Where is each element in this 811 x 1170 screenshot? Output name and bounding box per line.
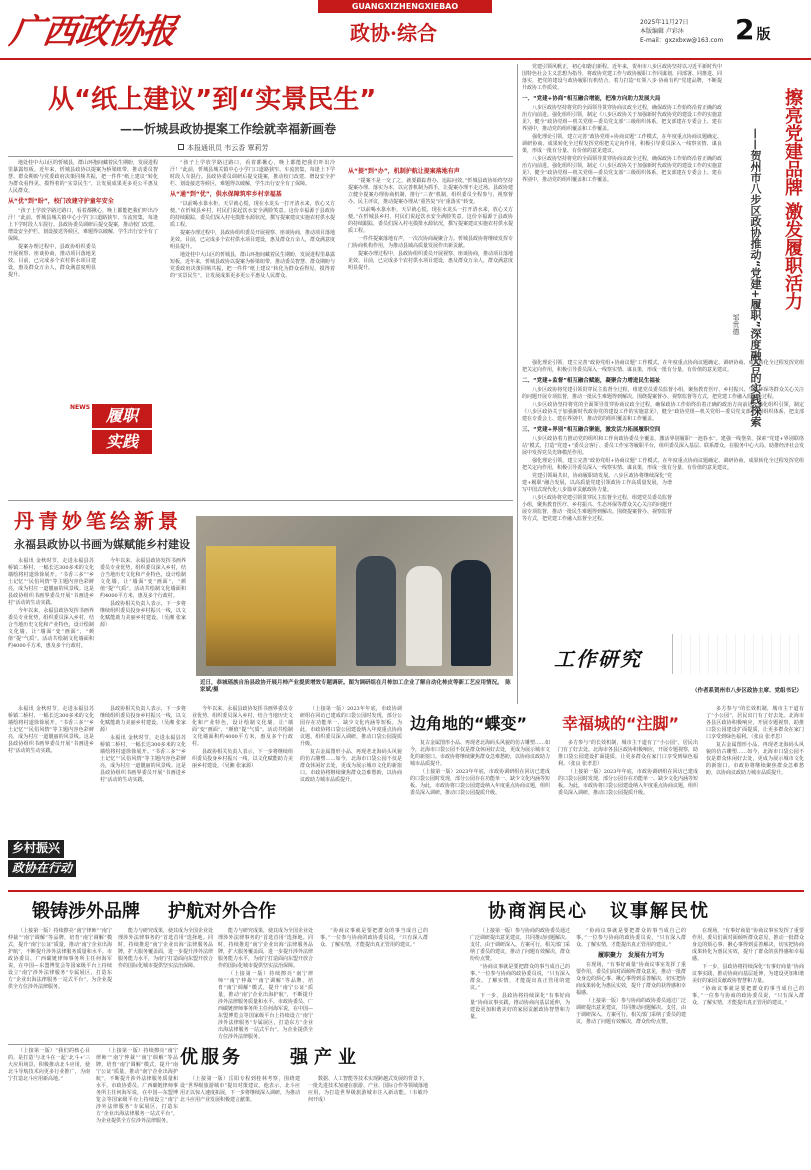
article-paragraph: 八步区政协将党建引领贯穿民主监督全过程，组建党员委员监督小组，聚焦教育医疗、乡村振兴、生态环保等群众关心关注的问题开展专项监督，推动一批民生难题得到解决。围绕提案督办、视察监督等方式，把党建工作融入监督全过程。	[522, 495, 673, 522]
article-title: 从“纸上建议”到“实景民生”	[48, 85, 377, 115]
byline-icon	[178, 144, 184, 150]
article-paragraph: 县政协相关负责人表示，下一步将继续组织委员投身乡村振兴一线，以文化赋能助力美丽乡村建设。（吴湘 张家源）	[192, 749, 293, 769]
article-paragraph: 复古金属图形小品、再现老北海码头风貌的仿古雕塑……如今，北海市口袋公园不仅是群众休闲好去处，更成为展示城市文化的新窗口。市政协将继续聚焦群众急难愁盼，以协商议政助力城市品质提升。	[300, 749, 402, 783]
article-paragraph: （上接第一版）2023年年底，市政协调研组在回访已建成的口袋公园时发现，部分公园存在功能单一、缺少文化内涵等短板。为此，市政协将口袋公园建设纳入年度重点协商议题，组织委员深入调研，推动口袋公园提质升级。	[300, 706, 402, 747]
article-column	[8, 706, 94, 834]
page-number	[735, 12, 770, 48]
article-paragraph: 强化理论引领，建立完善“政协党组+协商议题”工作模式，在年度重点协商议题确定、调研协商、成果转化全过程发挥党组把关定向作用，积极引导委员深入一线察实情、谋良策，形成一批有分量、有价值的意见建议。	[522, 360, 804, 373]
article-paragraph: 复古金属图形小品、再现老北海码头风貌的仿古雕塑……如今，北海市口袋公园不仅是群众休闲好去处，更成为展示城市文化的新窗口。市政协将继续聚焦群众急难愁盼，以协商议政助力城市品质提升。	[410, 740, 551, 767]
title-divider	[8, 156, 513, 157]
article-paragraph: 能力与研究成果，使其成为全国企业处理涉外法律事务的“首选首用”选择地。同时，持续推进“南宁企业出海”法律服务品牌，扩大服务覆盖面，进一步提升涉外法律服务能力水平，为南宁打造面向东盟开放合作的国际化城市提供坚实法治保障。	[218, 928, 314, 969]
article-paragraph: （上接第一版）持续擦亮“南宁律师”“南宁仲裁”“南宁调解”等品牌，培育“南宁调解”模式，提升“南宁公证”质量，推动“南宁企业出海护航”，不断提升涉外法律服务质量和水平。市政协委员、广西碳链律师事务所主任何海军说，在中国—东盟博览会等国家级平台上持续设立“南宁涉外法律服务”专属展区，打造东方“企业出海法律服务一站式平台”，为企业提供全方位涉外法律服务。	[8, 928, 112, 990]
article-paragraph: “孩子上学放学路过路口，看着都揪心，晚上都能把我们吓出冷汗！”此前，忻城县城关镇中心小学门口道路狭窄、车流密集，每逢上下学时段人车混行。县政协委员调研后提交提案，推动校门改建、增设安全护栏、划设接送等候区，难题得以破解，学生出行安全有了保障。	[170, 160, 335, 187]
article-column	[8, 1048, 90, 1164]
article-column	[100, 706, 186, 886]
tag-ornament	[672, 634, 802, 674]
article-title-1: 协商润民心	[488, 901, 588, 922]
article-xincheng	[8, 64, 513, 496]
article-paragraph: （上接第一版）岳阳专程到桂林考察，围绕建设“世界级旅游城市”提出对策建议。他表示，北斗应用正以惊人速度拓展，下一步将继续深入调研，为推动北斗应用产业发展积极建言献策。	[180, 1076, 301, 1103]
article-column	[180, 1076, 300, 1166]
article-column	[558, 740, 698, 886]
sub-divider	[8, 1044, 178, 1045]
article-yongfu-cont	[8, 706, 293, 886]
article-paragraph: “提案不是一交了之，就要跟踪督办、追踪问效。”忻城县政协始终坚持提案办理、落实为本，以完善机制为抓手，让提案办理不走过场。县政协建立健全提案办理协商机制，推行“三查”机制，组织委员全程参与，视察督办、民主评议，推动提案办理从“重答复”向“重落实”转变。	[348, 178, 514, 205]
article-title-1: 边角地的“蝶变”	[410, 714, 528, 733]
article-paragraph: （上接第一版）持续擦亮“南宁律师”“南宁仲裁”“南宁调解”等品牌，培育“南宁调解”模式，提升“南宁公证”质量，推动“南宁企业出海护航”，不断提升涉外法律服务质量和水平。市政协委员、广西碳链律师事务所主任何海军说，在中国—东盟博览会等国家级平台上持续设立“南宁涉外法律服务”专属展区，打造东方“企业出海法律服务一站式平台”，为企业提供全方位涉外法律服务。	[218, 971, 314, 1040]
article-paragraph: 提案办理过程中，县政协组织委员开展视察、座谈协商，推动项目落地见效。目前，已完成多个农村供水项目建设，惠及群众万余人，群众满意度明显提升。	[8, 244, 96, 278]
article-paragraph: 永福讯 金秋时节，走进永福县苏桥镇二桥村，一幅长达300多米的文化墙绘将村道徐徐展开。“书香三多”“乡土记忆”“民俗风情”等主题内容色彩鲜亮，成为村庄一道靓丽的风景线。这是县政协组织书画界委员开展“书画进乡村”活动的生动实践。	[100, 735, 186, 783]
author-note: （作者系贺州市八步区政协主席、党组书记）	[691, 688, 802, 694]
article-paragraph: 提案办理过程中，县政协组织委员开展视察、座谈协商，推动项目落地见效。目前，已完成多个农村供水项目建设，惠及群众万余人，群众满意度明显提升。	[348, 251, 514, 271]
article-title: 擦亮党建品牌 激发履职活力	[782, 88, 803, 311]
article-paragraph: “以前喝水靠水柜，天旱就心慌，现在水龙头一打开清水来，放心又方便。”在忻城县乡村，村民们说起饮水安全满脸笑意。这份幸福源于县政协的持续跟踪，委员们深入村屯摸排水源状况，撰写提案建议实施农村供水提质工程。	[170, 201, 336, 228]
article-yongfu	[8, 504, 513, 704]
article-paragraph: 下一步，县政协将持续深化“有事好商量”协商议事实践，推动协商向基层延伸，为建设更加和谐美好的家园贡献政协智慧和力量。	[470, 993, 570, 1020]
article-column	[320, 928, 428, 1038]
article-paragraph: “以前喝水靠水柜，天旱就心慌，现在水龙头一打开清水来，放心又方便。”在忻城县乡村，村民们说起饮水安全满脸笑意。这份幸福源于县政协的持续跟踪，委员们深入村屯摸排水源状况，撰写提案建议实施农村供水提质工程。	[348, 207, 514, 234]
section-divider	[8, 500, 513, 501]
page-editor: 本版编辑 卢彩沐	[640, 28, 684, 35]
section-heading: 三、“党建+界别”相互融合聚能，激发活力拓展履职空间	[522, 427, 661, 433]
article-paragraph: 地处桂中大山区的忻城县，群山环抱间藏着民生期盼，发展进程里暴露短板。近年来，忻城县政协以提案为桥梁纽带，推动委员智慧、群众期盼与党委政府决策同频共振，把一件件“纸上建议”转化为群众看得见、摸得着的“实景民生”，让发展成果更多更公平惠及人民群众。	[170, 252, 336, 279]
article-paragraph: “协商议事就是要把群众的事当成自己的事。”一位参与协商的政协委员说，“只有深入群众、了解实情，才能提出真正管用的建议。”	[576, 928, 686, 948]
article-column	[522, 64, 722, 354]
article-paragraph: 多方参与“的长效机制，城市主干道有了“小公园”，居民出门有了好去处。北海市各县区政协积极响应，开展专题视察，助推口袋公园建设扩面提质，让更多群众在家门口享受到绿色福利。（张良 张孝思）	[706, 706, 804, 740]
masthead-rule	[0, 58, 811, 60]
article-title-2: 幸福城的“注脚”	[562, 714, 680, 733]
article-paragraph: （上接第一版）参与协商的政协委员通过广泛调研提出意见建议，共同推动问题解决。支付，由于调研深入、方案可行，相关部门采纳了委员的建议，推动了问题有效解决，群众纷纷点赞。	[576, 998, 687, 1025]
article-paragraph: 八步区政协将党建引领贯穿民主监督全过程，组建党员委员监督小组，聚焦教育医疗、乡村振兴、生态环保等群众关心关注的问题开展专项监督，推动一批民生难题得到解决。围绕提案督办、视察监督等方式，把党建工作融入监督全过程。	[522, 387, 804, 400]
work-research-tag: 工作研究	[554, 647, 642, 671]
article-column	[348, 160, 513, 494]
issue-date: 2025年11月27日	[640, 19, 689, 26]
article-title-2: 护航对外合作	[168, 901, 276, 922]
article-paragraph: （上接第一版）“我们的核心目的，是打造‘与北斗在一起’‘北斗+’三大应用场景，积极推动北斗应用，使北斗导航技术向更多行业推广，为南宁打造北斗应用新高地。”	[8, 1048, 90, 1082]
article-paragraph: 党建引领风帆正，初心如磐启新程。近年来，贺州市八步区政协坚持以习近平新时代中国特色社会主义思想为指导，将政协党建工作与政协履职工作同谋划、同部署、同推进、同落实，把党的建设与政协履职有机结合，着力打造“红领八步·协商有约”党建品牌，不断提升政协工作质效。	[522, 64, 723, 91]
village-tag-line2: 政协在行动	[8, 860, 76, 878]
article-title-2: 强产业	[290, 1047, 362, 1068]
article-paragraph: 今年以来，永福县政协发挥书画界委员专业优势，组织委员深入乡村，结合当地历史文化和产业特色，设计绘制文化墙，让“墙面”变“画面”，“颜值”提“气质”。活动共绘制文化墙面积约4000平方米，惠及多个行政村。	[8, 608, 94, 649]
article-subtitle: 永福县政协以书画为媒赋能乡村建设	[14, 538, 190, 551]
article-paragraph: （上接第一版）参与协商的政协委员通过广泛调研提出意见建议，共同推动问题解决。支付，由于调研深入、方案可行，相关部门采纳了委员的建议，推动了问题有效解决，群众纷纷点赞。	[470, 928, 571, 962]
section-heading: 从“优”到“盼”，校门改建守护童年安全	[8, 198, 114, 205]
article-paragraph: 县政协相关负责人表示，下一步将继续组织委员投身乡村振兴一线，以文化赋能助力美丽乡村建设。（吴湘 张家源）	[100, 601, 186, 628]
article-column	[470, 928, 570, 1164]
masthead	[0, 0, 811, 62]
article-column	[100, 558, 186, 704]
article-paragraph: 八步区政协着力推动党的组织和工作向政协委员全覆盖，激活界别履职“一池春水”。建强一线堡垒，探索“党建+界别联络站”模式，打造“党建+”委员会客厅、委员工作室等履职平台，组织委员深入基层、联系群众，在服务中心大局、助推经济社会发展中发挥党员先锋模范作用。	[522, 436, 804, 456]
section-heading: 从“通”到“优”，供水保障筑牢乡村幸福基	[170, 191, 282, 198]
article-byline: 邹贵德	[732, 314, 740, 335]
editor-email: E-mail：gxzxbxw@163.com	[640, 37, 724, 44]
article-paragraph: （上接第一版）2023年年底，市政协调研组在回访已建成的口袋公园时发现，部分公园存在功能单一、缺少文化内涵等短板。为此，市政协将口袋公园建设纳入年度重点协商议题，组织委员深入调研，推动口袋公园提质升级。	[558, 769, 699, 796]
article-paragraph: 在现场，“有事好商量”协商议事室发挥了重要作用，委员们面对面倾听群众意见，推动一批群众身边的烦心事、揪心事得到妥善解决，切实把协商成果转化为惠民实效，提升了群众的获得感和幸福感。	[576, 962, 687, 996]
page-number-digit: 2	[735, 13, 755, 46]
photo-person	[356, 556, 396, 666]
article-column	[118, 928, 213, 1040]
article-paragraph: 地处桂中大山区的忻城县，群山环抱间藏着民生期盼，发展进程里暴露短板。近年来，忻城县政协以提案为桥梁纽带，推动委员智慧、群众期盼与党委政府决策同频共振，把一件件“纸上建议”转化为群众看得见、摸得着的“实景民生”，让发展成果更多更公平惠及人民群众。	[8, 160, 159, 194]
article-paragraph: 能力与研究成果，使其成为全国企业处理涉外法律事务的“首选首用”选择地。同时，持续推进“南宁企业出海”法律服务品牌，扩大服务覆盖面，进一步提升涉外法律服务能力水平，为南宁打造面向东盟开放合作的国际化城市提供坚实法治保障。	[118, 928, 214, 969]
article-column	[300, 706, 402, 886]
section-heading: 二、“党建+监督”相互融合赋能，凝聚合力增进民生福祉	[522, 378, 661, 384]
page-unit: 版	[756, 27, 771, 43]
article-paragraph: “协商议事就是要把群众的事当成自己的事。”一位参与协商的政协委员说，“只有深入群众、了解实情，才能提出真正管用的建议。”	[320, 928, 428, 948]
article-title-1: 优服务	[180, 1047, 243, 1068]
section-heading: 从“提”到“办”，机制护航让提案落地有声	[348, 168, 460, 175]
article-title-2: 议事解民忧	[610, 901, 710, 922]
article-column	[410, 740, 550, 886]
article-county	[320, 894, 804, 1166]
article-paragraph: 在现场，“有事好商量”协商议事室发挥了重要作用，委员们面对面倾听群众意见，推动一批群众身边的烦心事、揪心事得到妥善解决，切实把协商成果转化为惠民实效，提升了群众的获得感和幸福感。	[692, 928, 804, 962]
village-tag-line1: 乡村振兴	[8, 840, 64, 858]
article-paragraph: 强化理论引领，建立完善“政协党组+协商议题”工作模式，在年度重点协商议题确定、调研协商、成果转化全过程发挥党组把关定向作用，积极引导委员深入一线察实情、谋良策，形成一批有分量、有价值的意见建议。	[522, 134, 722, 154]
article-paragraph: 数据、人工智能等技术实现跨越式发展的背景下，一批先进技术加速在旅游、产业、国际合作等领域落地应用，为打造世界级旅游城市注入新动能。（韦敏玲 何开成）	[308, 1076, 434, 1103]
newspaper-logo: 广西政协报	[7, 12, 178, 52]
article-paragraph: “协商议事就是要把群众的事当成自己的事。”一位参与协商的政协委员说，“只有深入群众、了解实情，才能提出真正管用的建议。”	[692, 986, 804, 1006]
news-photo	[196, 516, 513, 676]
article-column	[218, 928, 313, 1040]
article-paragraph: 一件件提案落地有声，一次次协商凝聚合力。忻城县政协将继续发挥专门协商机构作用，为推动县域高质量发展作出新贡献。	[348, 236, 514, 249]
news-tag-line1: 履职	[92, 404, 152, 428]
article-paragraph: 提案办理过程中，县政协组织委员开展视察、座谈协商，推动项目落地见效。目前，已完成多个农村供水项目建设，惠及群众万余人，群众满意度明显提升。	[170, 230, 336, 250]
article-title: 丹青妙笔绘新景	[14, 509, 182, 533]
article-paragraph: 永福讯 金秋时节，走进永福县苏桥镇二桥村，一幅长达300多米的文化墙绘将村道徐徐展开。“书香三多”“乡土记忆”“民俗风情”等主题内容色彩鲜亮，成为村庄一道靓丽的风景线。这是县政协组织书画界委员开展“书画进乡村”活动的生动实践。	[8, 558, 94, 606]
article-beihai	[300, 706, 804, 886]
article-paragraph: 今年以来，永福县政协发挥书画界委员专业优势，组织委员深入乡村，结合当地历史文化和产业特色，设计绘制文化墙，让“墙面”变“画面”，“颜值”提“气质”。活动共绘制文化墙面积约4000平方米，惠及多个行政村。	[192, 706, 293, 747]
article-paragraph: 八步区政协坚持将党的全面领导贯穿协商议政全过程，确保政协工作始终沿着正确的政治方向前进。强化组织引领，制定《八步区政协关于加强新时代政协党的建设工作的实施意见》，健全“政协党组—机关党组—委员党支部”三级组织体系，把支部建在专委会上、建在界别中，推动党的组织覆盖和工作覆盖。	[522, 156, 723, 183]
photo-person	[451, 560, 491, 666]
article-column	[170, 160, 335, 494]
article-paragraph: （上接第一版）持续擦亮“南宁律师”“南宁仲裁”“南宁调解”等品牌，培育“南宁调解”模式，提升“南宁公证”质量，推动“南宁企业出海护航”，不断提升涉外法律服务质量和水平。市政协委员、广西碳链律师事务所主任何海军说，在中国—东盟博览会等国家级平台上持续设立“南宁涉外法律服务”专属展区，打造东方“企业出海法律服务一站式平台”，为企业提供全方位涉外法律服务。	[96, 1048, 178, 1124]
article-paragraph: 县政协相关负责人表示，下一步将继续组织委员投身乡村振兴一线，以文化赋能助力美丽乡村建设。（吴湘 张家源）	[100, 706, 186, 733]
article-column	[96, 1048, 178, 1164]
article-column	[692, 928, 804, 1164]
lower-section-rule	[8, 890, 804, 892]
article-subtitle: ——贺州市八步区政协推动“党建+履职”深度融合的实践探索	[749, 128, 762, 427]
pinyin-bar: GUANGXIZHENGXIEBAO	[318, 0, 492, 13]
article-subtitle: ——忻城县政协提案工作绘就幸福新画卷	[120, 122, 337, 136]
article-paragraph: 今年以来，永福县政协发挥书画界委员专业优势，组织委员深入乡村，结合当地历史文化和产业特色，设计绘制文化墙，让“墙面”变“画面”，“颜值”提“气质”。活动共绘制文化墙面积约4000平方米，惠及多个行政村。	[100, 558, 186, 599]
article-paragraph: 多方参与“的长效机制，城市主干道有了“小公园”，居民出门有了好去处。北海市各县区政协积极响应，开展专题视察，助推口袋公园建设扩面提质，让更多群众在家门口享受到绿色福利。（张良 张孝思）	[558, 740, 699, 767]
article-title-1: 锻铸涉外品牌	[32, 901, 140, 922]
column-divider	[517, 64, 518, 704]
section-title: 政协·综合	[350, 21, 437, 45]
section-heading: 履职聚力 发展有力可为	[597, 952, 664, 959]
article-paragraph: 八步区政协坚持将党的全面领导贯穿协商议政全过程，确保政协工作始终沿着正确的政治方向前进。强化组织引领，制定《八步区政协关于加强新时代政协党的建设工作的实施意见》，健全“政协党组—机关党组—委员党支部”三级组织体系，把支部建在专委会上、建在界别中，推动党的组织覆盖和工作覆盖。	[522, 105, 723, 132]
article-column	[8, 558, 94, 704]
village-tag	[8, 840, 98, 884]
article-paragraph: “孩子上学放学路过路口，看着都揪心，晚上都能把我们吓出冷汗！”此前，忻城县城关镇中心小学门口道路狭窄、车流密集，每逢上下学时段人车混行。县政协委员调研后提交提案，推动校门改建、增设安全护栏、划设接送等候区，难题得以破解，学生出行安全有了保障。	[8, 208, 159, 242]
news-tag-prefix: NEWS	[70, 404, 91, 411]
issue-info	[640, 18, 723, 45]
article-column	[522, 360, 804, 660]
article-paragraph: 永福讯 金秋时节，走进永福县苏桥镇二桥村，一幅长达300多米的文化墙绘将村道徐徐展开。“书香三多”“乡土记忆”“民俗风情”等主题内容色彩鲜亮，成为村庄一道靓丽的风景线。这是县政协组织书画界委员开展“书画进乡村”活动的生动实践。	[8, 706, 94, 754]
news-tag	[70, 404, 158, 462]
byline-text: 本报通讯员 韦云香 覃莉芳	[187, 144, 269, 152]
article-paragraph: “协商议事就是要把群众的事当成自己的事。”一位参与协商的政协委员说，“只有深入群众、了解实情，才能提出真正管用的建议。”	[470, 964, 570, 991]
article-column	[576, 928, 686, 1164]
article-paragraph: 下一步，县政协将持续深化“有事好商量”协商议事实践，推动协商向基层延伸，为建设更加和谐美好的家园贡献政协智慧和力量。	[692, 964, 804, 984]
news-tag-line2: 实践	[92, 430, 152, 454]
photo-person	[406, 566, 442, 666]
article-babu	[522, 64, 804, 704]
article-column	[192, 706, 293, 886]
photo-shelf	[206, 546, 336, 666]
photo-caption: 近日，恭城瑶族自治县政协开展月柿产业提质增效专题调研。图为调研组在月柿加工企业了解自动化柿皮等新工艺应用情况。 陈家斌/摄	[200, 680, 511, 693]
article-column	[706, 706, 804, 886]
article-byline	[178, 144, 268, 153]
article-paragraph: （上接第一版）2023年年底，市政协调研组在回访已建成的口袋公园时发现，部分公园存在功能单一、缺少文化内涵等短板。为此，市政协将口袋公园建设纳入年度重点协商议题，组织委员深入调研，推动口袋公园提质升级。	[410, 769, 551, 796]
section-heading: 一、“党建+协商”相互融合增能，把准方向助力发展大局	[522, 96, 661, 102]
article-paragraph: 复古金属图形小品、再现老北海码头风貌的仿古雕塑……如今，北海市口袋公园不仅是群众休闲好去处，更成为展示城市文化的新窗口。市政协将继续聚焦群众急难愁盼，以协商议政助力城市品质提升。	[706, 742, 804, 776]
article-paragraph: 党建引领凝共识，协商履职助发展。八步区政协将继续深化“党建+履职”融合发展，以高质量党建引领政协工作高质量发展，为谱写中国式现代化八步篇章贡献政协力量。	[522, 473, 672, 493]
article-column	[8, 928, 112, 1040]
article-paragraph: 八步区政协坚持将党的全面领导贯穿协商议政全过程，确保政协工作始终沿着正确的政治方向前进。强化组织引领，制定《八步区政协关于加强新时代政协党的建设工作的实施意见》，健全“政协党组—机关党组—委员党支部”三级组织体系，把支部建在专委会上、建在界别中，推动党的组织覆盖和工作覆盖。	[522, 402, 804, 422]
article-paragraph: 强化理论引领，建立完善“政协党组+协商议题”工作模式，在年度重点协商议题确定、调研协商、成果转化全过程发挥党组把关定向作用，积极引导委员深入一线察实情、谋良策，形成一批有分量、有价值的意见建议。	[522, 458, 804, 471]
